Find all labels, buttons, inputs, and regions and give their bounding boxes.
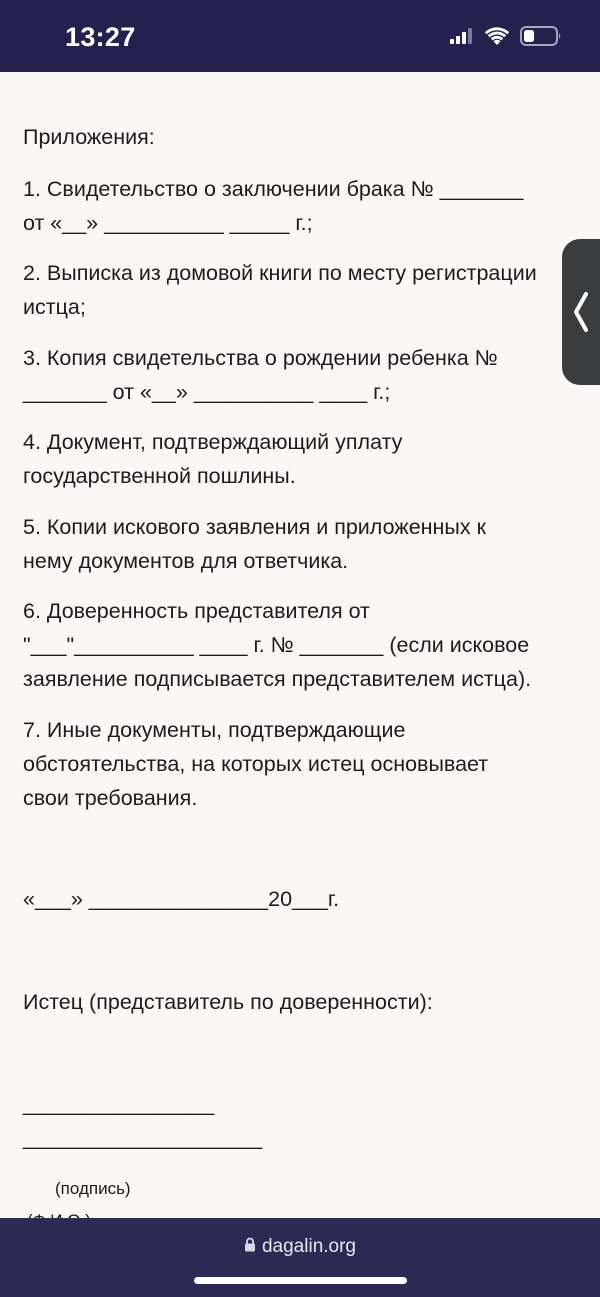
item-7-line-1: 7. Иные документы, подтверждающие — [23, 718, 406, 742]
item-7-line-2: обстоятельства, на которых истец основывает — [23, 752, 489, 776]
url-display[interactable] — [0, 1236, 600, 1258]
date-line: «___» _______________20___г. — [23, 887, 340, 911]
item-4-line-2: государственной пошлины. — [23, 464, 296, 488]
signature-caption: (подпись) — [55, 1179, 131, 1198]
signature-line: ________________ — [23, 1092, 215, 1116]
wifi-icon — [484, 27, 510, 51]
status-icons — [450, 26, 562, 51]
status-bar — [0, 0, 600, 72]
lock-icon — [244, 1236, 256, 1258]
item-2-line-1: 2. Выписка из домовой книги по месту регистрации — [23, 261, 537, 285]
item-6-line-3: заявление подписывается представителем истца). — [23, 667, 532, 691]
browser-address-bar[interactable] — [0, 1218, 600, 1297]
item-6-line-1: 6. Доверенность представителя от — [23, 599, 370, 623]
item-2-line-2: истца; — [23, 295, 86, 319]
side-panel-handle[interactable] — [562, 239, 600, 385]
status-time: 13:27 — [65, 22, 136, 52]
battery-icon — [520, 26, 562, 51]
attachments-heading: Приложения: — [23, 125, 155, 149]
item-4-line-1: 4. Документ, подтверждающий уплату — [23, 430, 403, 454]
signal-icon — [450, 28, 474, 49]
item-6-line-2: "___"__________ ____ г. № _______ (если исковое — [23, 633, 530, 657]
item-7-line-3: свои требования. — [23, 786, 198, 810]
item-5-line-1: 5. Копии искового заявления и приложенных к — [23, 515, 486, 539]
item-1-line-2: от «__» __________ _____ г.; — [23, 211, 313, 235]
home-indicator[interactable] — [194, 1277, 407, 1284]
document-content — [0, 72, 600, 1218]
name-line: ____________________ — [23, 1126, 263, 1150]
item-3-line-2: _______ от «__» __________ ____ г.; — [23, 380, 391, 404]
plaintiff-label: Истец (представитель по доверенности): — [23, 990, 433, 1014]
url-text: dagalin.org — [261, 1236, 357, 1257]
item-5-line-2: нему документов для ответчика. — [23, 549, 349, 573]
chevron-left-icon — [571, 291, 591, 333]
item-3-line-1: 3. Копия свидетельства о рождении ребенка № — [23, 346, 498, 370]
item-1-line-1: 1. Свидетельство о заключении брака № _______ — [23, 177, 524, 201]
